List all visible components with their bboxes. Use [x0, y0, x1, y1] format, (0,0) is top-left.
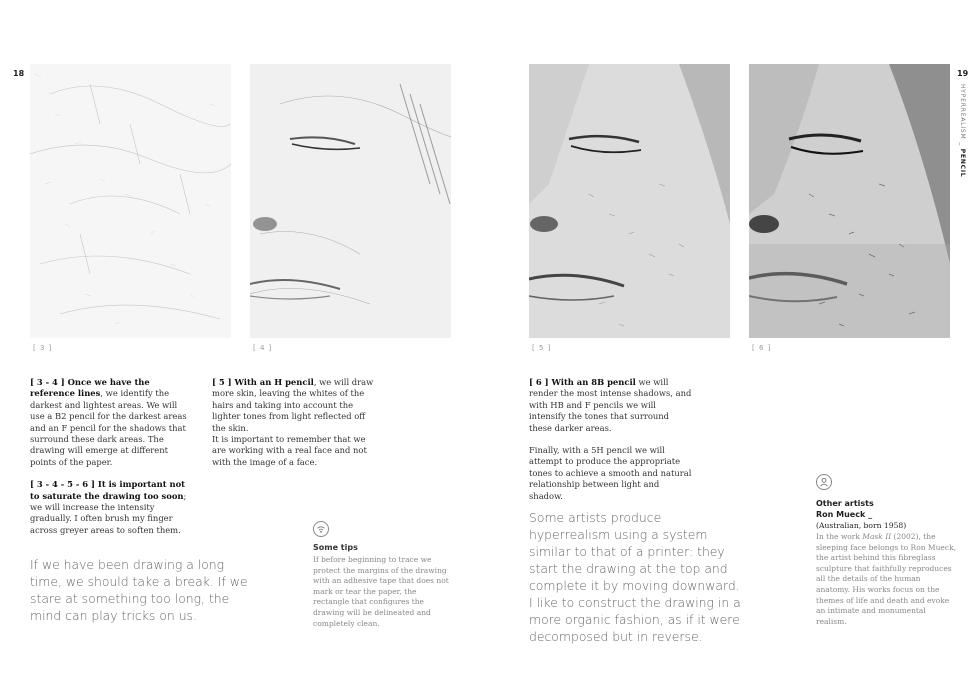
paragraph	[212, 377, 376, 434]
artist-description	[816, 532, 956, 627]
tips-box	[313, 521, 453, 629]
figure-6-label: [ 6 ]	[752, 344, 772, 352]
figure-4-image	[250, 64, 451, 338]
paragraph-text: , we identify the darkest and lightest areas. We will use a B2 pencil for the darkest areas and an F pencil for the shadows that surround these dark areas. The drawing will emerge at different points of the paper.	[30, 388, 187, 467]
artist-description-text: (2002), the sleeping face belongs to Ron Mueck, the artist behind this fibreglass sculpture that faithfully reproduces all the details of the human anatomy. His works focus on the themes of life and death and evoke an intimate and monumental realism.	[816, 532, 956, 626]
figure-3-image	[30, 64, 231, 338]
running-head-separator: _	[959, 139, 966, 149]
page-number-right: 19	[957, 69, 969, 78]
tips-title: Some tips	[313, 543, 358, 552]
paragraph-text: , we will draw more skin, leaving the whites of the hairs and taking into account the lighter tones from light reflected off the skin.	[212, 377, 374, 433]
body-column-3	[529, 377, 693, 513]
paragraph-lead: [ 3 - 4 - 5 - 6 ] It is important not to saturate the drawing too soon	[30, 479, 186, 501]
tips-text: If before beginning to trace we protect the margins of the drawing with an adhesive tape that does not mark or tear the paper, the rectangle that configures the drawing will be delineated and completely clean.	[313, 555, 449, 628]
paragraph-text: ; we will increase the intensity gradually. I often brush my finger across greyer areas to soften them.	[30, 490, 187, 535]
other-artists-heading: Other artists	[816, 499, 874, 508]
artwork-title: Mask II	[862, 532, 892, 541]
running-head-topic: PENCIL	[959, 148, 966, 178]
pull-quote-left: If we have been drawing a long time, we should take a break. If we stare at something too long, the mind can play tricks on us.	[30, 557, 248, 623]
page-number-left: 18	[13, 69, 25, 78]
person-icon	[816, 474, 832, 490]
figure-4-label: [ 4 ]	[253, 344, 273, 352]
running-head-section: HYPERREALISM	[959, 84, 966, 140]
body-column-2	[212, 377, 376, 479]
paragraph	[30, 479, 188, 536]
paragraph-text: we will render the most intense shadows, and with HB and F pencils we will intensify the tones that surround these darker areas.	[529, 377, 692, 433]
wifi-icon	[313, 521, 329, 537]
figure-5-image	[529, 64, 730, 338]
paragraph-lead: [ 5 ] With an H pencil	[212, 377, 314, 387]
running-head	[959, 84, 966, 178]
body-column-1	[30, 377, 188, 547]
paragraph: Finally, with a 5H pencil we will attempt to produce the appropriate tones to achieve a smooth and natural relationship between light and shadow.	[529, 445, 692, 501]
paragraph: It is important to remember that we are working with a real face and not with the image of a face.	[212, 434, 367, 467]
paragraph	[529, 377, 693, 434]
figure-5-label: [ 5 ]	[532, 344, 552, 352]
other-artists-box	[816, 474, 956, 627]
paragraph	[30, 377, 188, 468]
pull-quote-right: Some artists produce hyperrealism using a system similar to that of a printer: they start the drawing at the top and complete it by moving downward. I like to construct the drawing in a more organic fashion, as if it were decomposed but in reverse.	[529, 510, 741, 644]
artist-description-text: In the work	[816, 532, 863, 541]
paragraph-lead: [ 3 - 4 ] Once we have the reference lines	[30, 377, 150, 399]
artist-name: Ron Mueck _	[816, 510, 873, 519]
figure-3-label: [ 3 ]	[33, 344, 53, 352]
artist-origin: (Australian, born 1958)	[816, 521, 907, 530]
figure-6-image	[749, 64, 950, 338]
paragraph-lead: [ 6 ] With an 8B pencil	[529, 377, 636, 387]
